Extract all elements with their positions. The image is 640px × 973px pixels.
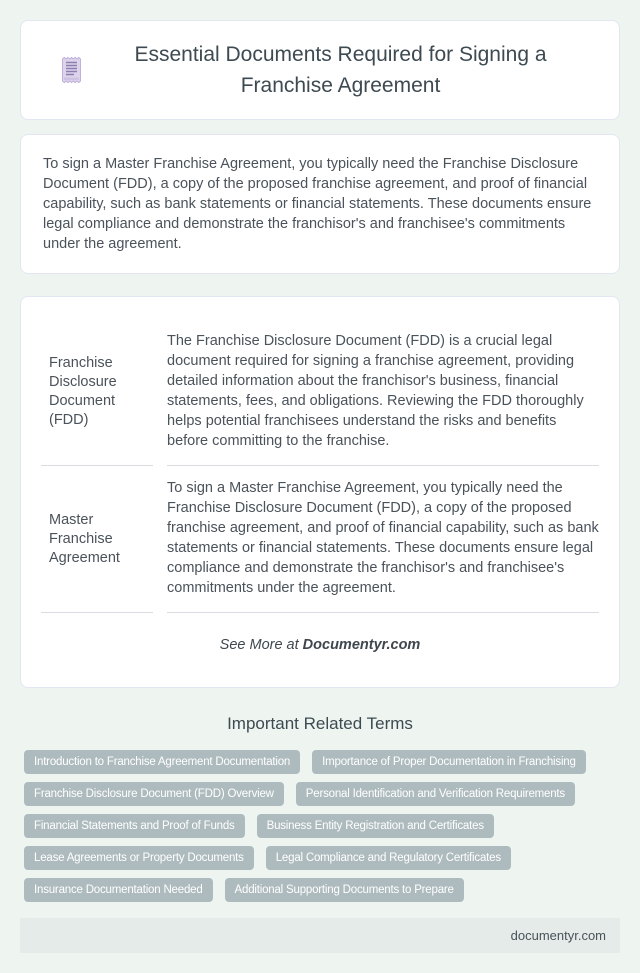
related-term-pill[interactable]: Importance of Proper Documentation in Franchising (312, 750, 586, 774)
related-terms-list (20, 750, 620, 902)
related-terms-heading: Important Related Terms (227, 714, 413, 733)
table-row (41, 466, 599, 613)
page-title: Essential Documents Required for Signing a Franchise Agreement (134, 43, 547, 97)
intro-card (20, 134, 620, 274)
footer-site-label: documentyr.com (510, 928, 606, 943)
intro-paragraph: To sign a Master Franchise Agreement, you typically need the Franchise Disclosure Document (FDD), a copy of the proposed franchise agreement, and proof of financial capability, such as bank statements or financial statements. These documents ensure legal compliance and demonstrate the franchisor's and franchisee's commitments under the agreement. (43, 156, 592, 252)
term-cell: Franchise Disclosure Document (FDD) (41, 319, 153, 466)
related-term-pill[interactable]: Lease Agreements or Property Documents (24, 846, 254, 870)
definition-cell: The Franchise Disclosure Document (FDD) is a crucial legal document required for signing a franchise agreement, providing detailed information about the franchisor's business, financial statements, fees, and obligations. Reviewing the FDD thoroughly helps potential franchisees understand the risks and benefits before committing to the franchise. (167, 319, 599, 466)
related-term-pill[interactable]: Franchise Disclosure Document (FDD) Overview (24, 782, 284, 806)
related-term-pill[interactable]: Business Entity Registration and Certificates (257, 814, 494, 838)
related-term-pill[interactable]: Introduction to Franchise Agreement Documentation (24, 750, 300, 774)
see-more-line (41, 637, 599, 653)
see-more-prefix: See More at (219, 637, 303, 653)
definition-table-card (20, 296, 620, 688)
term-cell: Master Franchise Agreement (41, 466, 153, 613)
table-row (41, 319, 599, 466)
receipt-icon (60, 56, 83, 84)
see-more-site-link[interactable]: Documentyr.com (302, 637, 421, 653)
related-term-pill[interactable]: Personal Identification and Verification Requirements (296, 782, 575, 806)
definition-table (41, 319, 599, 613)
related-term-pill[interactable]: Insurance Documentation Needed (24, 878, 213, 902)
related-term-pill[interactable]: Legal Compliance and Regulatory Certificates (266, 846, 511, 870)
related-term-pill[interactable]: Additional Supporting Documents to Prepare (225, 878, 464, 902)
definition-cell: To sign a Master Franchise Agreement, you typically need the Franchise Disclosure Document (FDD), a copy of the proposed franchise agreement, and proof of financial capability, such as bank statements or financial statements. These documents ensure legal compliance and demonstrate the franchisor's and franchisee's commitments under the agreement. (167, 466, 599, 613)
related-term-pill[interactable]: Financial Statements and Proof of Funds (24, 814, 245, 838)
header-card (20, 20, 620, 120)
footer-bar (20, 918, 620, 953)
